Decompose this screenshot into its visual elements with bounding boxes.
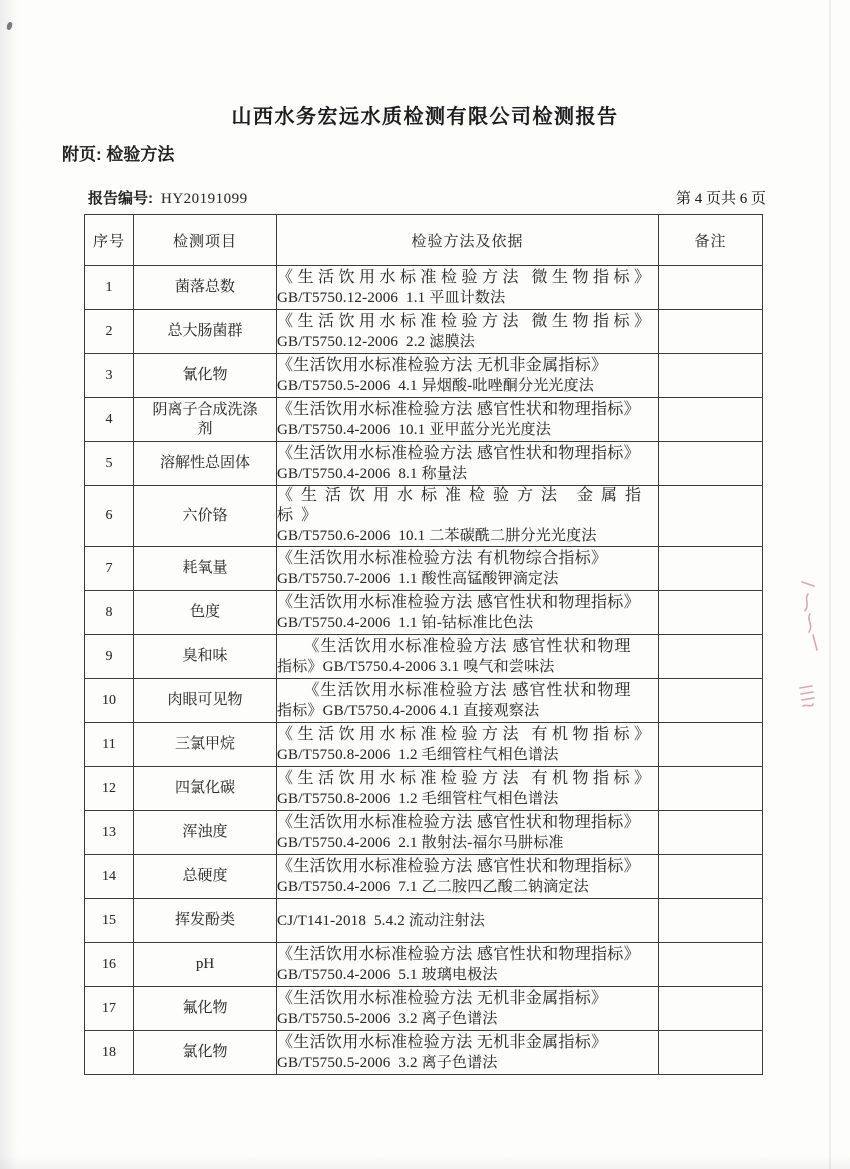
- row-remark: [659, 398, 763, 442]
- item-label: 菌落总数: [174, 279, 235, 295]
- row-item: [134, 354, 277, 398]
- row-method: [277, 486, 659, 547]
- header-cell-no: 序号: [85, 215, 134, 266]
- row-remark: [659, 354, 763, 398]
- table-row: [85, 486, 763, 547]
- item-label: 四氯化碳: [174, 780, 235, 796]
- row-item: [134, 266, 277, 310]
- table-row: [85, 591, 763, 635]
- method-line-2: GB/T5750.5-2006 4.1 异烟酸-吡唑酮分光光度法: [277, 377, 595, 394]
- method-line-2: GB/T5750.12-2006 2.2 滤膜法: [277, 333, 475, 350]
- method-line-1: 《生活饮用水标准检验方法 有机物指标》: [277, 769, 655, 787]
- method-line-2: GB/T5750.4-2006 7.1 乙二胺四乙酸二钠滴定法: [277, 878, 589, 895]
- table-row: [85, 899, 763, 943]
- row-remark: [659, 767, 763, 811]
- item-label: 氰化物: [182, 367, 228, 383]
- row-remark: [659, 1031, 763, 1075]
- page-title: 山西水务宏远水质检测有限公司检测报告: [231, 106, 619, 128]
- row-no: 17: [85, 987, 134, 1031]
- row-method: [277, 591, 659, 635]
- table-row: [85, 266, 763, 310]
- method-line-1: 《生活饮用水标准检验方法 感官性状和物理指标》: [277, 444, 640, 462]
- method-line-2: GB/T5750.4-2006 1.1 铂-钴标准比色法: [277, 614, 534, 631]
- row-remark: [659, 591, 763, 635]
- row-remark: [659, 855, 763, 899]
- row-method: [277, 679, 659, 723]
- table-row: [85, 1031, 763, 1075]
- row-no: 18: [85, 1031, 134, 1075]
- row-no: 1: [85, 266, 134, 310]
- row-no: 12: [85, 767, 134, 811]
- report-number-label: 报告编号:: [88, 190, 153, 207]
- item-label: 六价铬: [182, 507, 228, 524]
- method-line-2: GB/T5750.8-2006 1.2 毛细管柱气相色谱法: [277, 746, 559, 763]
- method-line-2: GB/T5750.6-2006 10.1 二苯碳酰二肼分光光度法: [277, 528, 597, 544]
- item-label: 色度: [189, 604, 220, 620]
- row-item: [134, 398, 277, 442]
- header-cell-remark: 备注: [659, 215, 763, 266]
- row-method: [277, 1031, 659, 1075]
- method-line-2: GB/T5750.12-2006 1.1 平皿计数法: [277, 289, 506, 306]
- table-row: [85, 354, 763, 398]
- report-number-value: HY20191099: [161, 191, 248, 207]
- method-line-1: 《生活饮用水标准检验方法 感官性状和物理指标》: [277, 857, 640, 875]
- table-row: [85, 310, 763, 354]
- method-line-1: 《生活饮用水标准检验方法 感官性状和物理指标》: [277, 945, 640, 963]
- method-line-1: CJ/T141-2018 5.4.2 流动注射法: [277, 912, 485, 929]
- table-row: [85, 398, 763, 442]
- method-line-2: GB/T5750.5-2006 3.2 离子色谱法: [277, 1010, 498, 1027]
- item-label: 挥发酚类: [174, 912, 235, 928]
- method-line-2: GB/T5750.4-2006 10.1 亚甲蓝分光光度法: [277, 421, 551, 438]
- row-item: [134, 987, 277, 1031]
- methods-table: [84, 214, 763, 1075]
- method-line-2: GB/T5750.4-2006 8.1 称量法: [277, 465, 468, 482]
- row-no: 15: [85, 899, 134, 943]
- ink-bleed-marks: [788, 580, 843, 730]
- row-method: [277, 987, 659, 1031]
- row-method: [277, 723, 659, 767]
- method-line-2: 指标》GB/T5750.4-2006 3.1 嗅气和尝味法: [277, 658, 555, 675]
- row-method: [277, 266, 659, 310]
- row-no: 6: [85, 486, 134, 547]
- row-no: 7: [85, 547, 134, 591]
- row-item: [134, 943, 277, 987]
- method-line-2: GB/T5750.4-2006 5.1 玻璃电极法: [277, 966, 498, 983]
- row-no: 11: [85, 723, 134, 767]
- table-row: [85, 635, 763, 679]
- row-item: [134, 811, 277, 855]
- row-method: [277, 635, 659, 679]
- row-no: 16: [85, 943, 134, 987]
- row-method: [277, 442, 659, 486]
- row-item: [134, 855, 277, 899]
- row-remark: [659, 635, 763, 679]
- row-remark: [659, 943, 763, 987]
- row-method: [277, 547, 659, 591]
- table-row: [85, 723, 763, 767]
- row-no: 2: [85, 310, 134, 354]
- row-remark: [659, 266, 763, 310]
- table-row: [85, 679, 763, 723]
- header-cell-item: 检测项目: [134, 215, 277, 266]
- row-remark: [659, 547, 763, 591]
- method-line-2: GB/T5750.5-2006 3.2 离子色谱法: [277, 1054, 498, 1071]
- row-item: [134, 1031, 277, 1075]
- method-line-1: 《生活饮用水标准检验方法 感官性状和物理: [303, 681, 632, 699]
- row-no: 9: [85, 635, 134, 679]
- page-indicator: 第 4 页共 6 页: [675, 191, 766, 207]
- row-no: 5: [85, 442, 134, 486]
- scan-edge-shadow-left: [0, 0, 18, 1169]
- row-remark: [659, 310, 763, 354]
- row-no: 14: [85, 855, 134, 899]
- method-line-2: 指标》GB/T5750.4-2006 4.1 直接观察法: [277, 702, 540, 719]
- method-line-1: 《生活饮用水标准检验方法 微生物指标》: [277, 268, 655, 286]
- row-remark: [659, 723, 763, 767]
- row-item: [134, 442, 277, 486]
- method-line-2: GB/T5750.7-2006 1.1 酸性高锰酸钾滴定法: [277, 570, 559, 587]
- row-item: [134, 767, 277, 811]
- item-label: 氟化物: [182, 1000, 228, 1016]
- row-item: [134, 310, 277, 354]
- method-line-1: 《生活饮用水标准检验方法 有机物综合指标》: [277, 549, 608, 567]
- item-label: 三氯甲烷: [174, 736, 235, 752]
- row-method: [277, 354, 659, 398]
- method-line-1: 《生活饮用水标准检验方法 无机非金属指标》: [277, 1033, 608, 1051]
- row-method: [277, 767, 659, 811]
- row-method: [277, 398, 659, 442]
- report-number-line: [88, 187, 766, 208]
- table-row: [85, 855, 763, 899]
- item-label: 阴离子合成洗涤剂: [152, 401, 258, 437]
- row-item: [134, 723, 277, 767]
- item-label: 臭和味: [182, 648, 228, 664]
- row-item: [134, 679, 277, 723]
- scan-edge-shadow-bottom: [0, 1155, 850, 1169]
- page-subtitle: 附页: 检验方法: [62, 145, 175, 164]
- row-item: [134, 591, 277, 635]
- row-method: [277, 855, 659, 899]
- method-line-1: 《生活饮用水标准检验方法 感官性状和物理: [303, 637, 632, 655]
- row-no: 10: [85, 679, 134, 723]
- row-remark: [659, 679, 763, 723]
- row-method: [277, 899, 659, 943]
- row-method: [277, 811, 659, 855]
- method-line-2: GB/T5750.4-2006 2.1 散射法-福尔马肼标准: [277, 834, 564, 851]
- item-label: 浑浊度: [182, 824, 228, 840]
- row-no: 8: [85, 591, 134, 635]
- method-line-2: GB/T5750.8-2006 1.2 毛细管柱气相色谱法: [277, 790, 559, 807]
- header-cell-method: 检验方法及依据: [277, 215, 659, 266]
- row-remark: [659, 442, 763, 486]
- item-label: 肉眼可见物: [167, 692, 243, 708]
- row-item: [134, 635, 277, 679]
- row-item: [134, 899, 277, 943]
- item-label: 总硬度: [182, 868, 228, 884]
- item-label: 耗氧量: [182, 560, 228, 576]
- table-row: [85, 442, 763, 486]
- item-label: 溶解性总固体: [159, 455, 250, 471]
- method-line-1: 《生活饮用水标准检验方法 无机非金属指标》: [277, 989, 608, 1007]
- method-line-1: 《生活饮用水标准检验方法 微生物指标》: [277, 312, 655, 330]
- method-line-1: 《生活饮用水标准检验方法 有机物指标》: [277, 725, 655, 743]
- item-label: 总大肠菌群: [167, 323, 243, 339]
- row-remark: [659, 811, 763, 855]
- row-remark: [659, 486, 763, 547]
- row-item: [134, 547, 277, 591]
- row-method: [277, 310, 659, 354]
- table-header-row: [85, 215, 763, 266]
- row-remark: [659, 899, 763, 943]
- method-line-1: 《生活饮用水标准检验方法 感官性状和物理指标》: [277, 400, 640, 418]
- table-row: [85, 811, 763, 855]
- row-no: 4: [85, 398, 134, 442]
- item-label: pH: [195, 956, 215, 972]
- method-line-1: 《生活饮用水标准检验方法 金属指标》: [277, 487, 650, 524]
- table-row: [85, 547, 763, 591]
- item-label: 氯化物: [182, 1044, 228, 1060]
- method-line-1: 《生活饮用水标准检验方法 无机非金属指标》: [277, 356, 608, 374]
- row-remark: [659, 987, 763, 1031]
- row-no: 3: [85, 354, 134, 398]
- table-row: [85, 987, 763, 1031]
- row-item: [134, 486, 277, 547]
- row-no: 13: [85, 811, 134, 855]
- table-row: [85, 767, 763, 811]
- table-row: [85, 943, 763, 987]
- method-line-1: 《生活饮用水标准检验方法 感官性状和物理指标》: [277, 593, 640, 611]
- row-method: [277, 943, 659, 987]
- method-line-1: 《生活饮用水标准检验方法 感官性状和物理指标》: [277, 813, 640, 831]
